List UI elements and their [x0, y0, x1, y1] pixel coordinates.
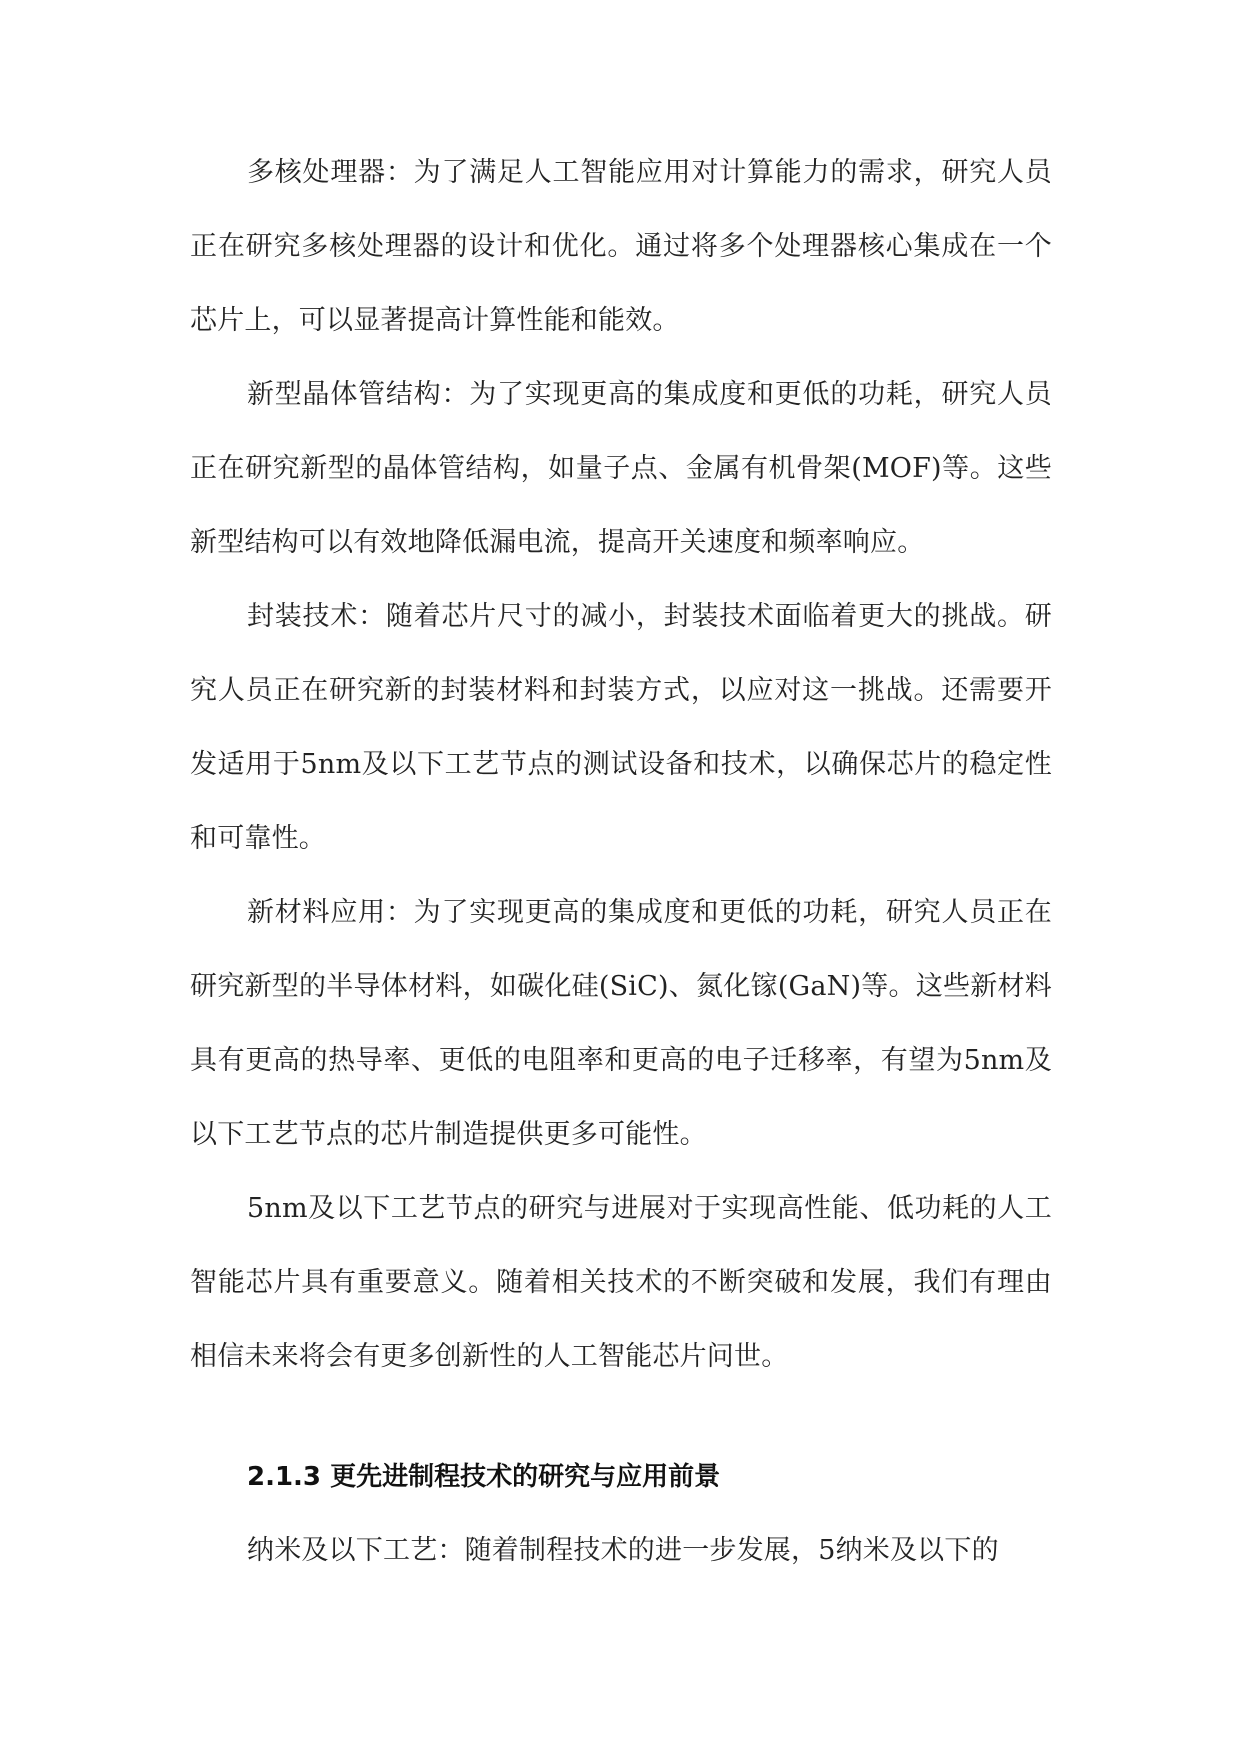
- section-heading: 2.1.3 更先进制程技术的研究与应用前景: [247, 1462, 721, 1492]
- paragraph-packaging-technology: 封装技术：随着芯片尺寸的减小，封装技术面临着更大的挑战。研究人员正在研究新的封装材料和封装方式，以应对这一挑战。还需要开发适用于5nm及以下工艺节点的测试设备和技术，以确保芯片的稳定性和可靠性。: [190, 601, 1052, 854]
- paragraph-multicore-processor: 多核处理器：为了满足人工智能应用对计算能力的需求，研究人员正在研究多核处理器的设计和优化。通过将多个处理器核心集成在一个芯片上，可以显著提高计算性能和能效。: [190, 157, 1052, 336]
- paragraph-summary: 5nm及以下工艺节点的研究与进展对于实现高性能、低功耗的人工智能芯片具有重要意义。随着相关技术的不断突破和发展，我们有理由相信未来将会有更多创新性的人工智能芯片问世。: [190, 1193, 1052, 1372]
- paragraph-nanometer-process: 纳米及以下工艺：随着制程技术的进一步发展，5纳米及以下的: [247, 1535, 999, 1566]
- paragraph-new-materials: 新材料应用：为了实现更高的集成度和更低的功耗，研究人员正在研究新型的半导体材料，如碳化硅(SiC)、氮化镓(GaN)等。这些新材料具有更高的热导率、更低的电阻率和更高的电子迁移率，有望为5nm及以下工艺节点的芯片制造提供更多可能性。: [190, 897, 1052, 1150]
- paragraph-new-transistor-structure: 新型晶体管结构：为了实现更高的集成度和更低的功耗，研究人员正在研究新型的晶体管结构，如量子点、金属有机骨架(MOF)等。这些新型结构可以有效地降低漏电流，提高开关速度和频率响应。: [190, 379, 1052, 558]
- document-page: [190, 136, 1052, 1588]
